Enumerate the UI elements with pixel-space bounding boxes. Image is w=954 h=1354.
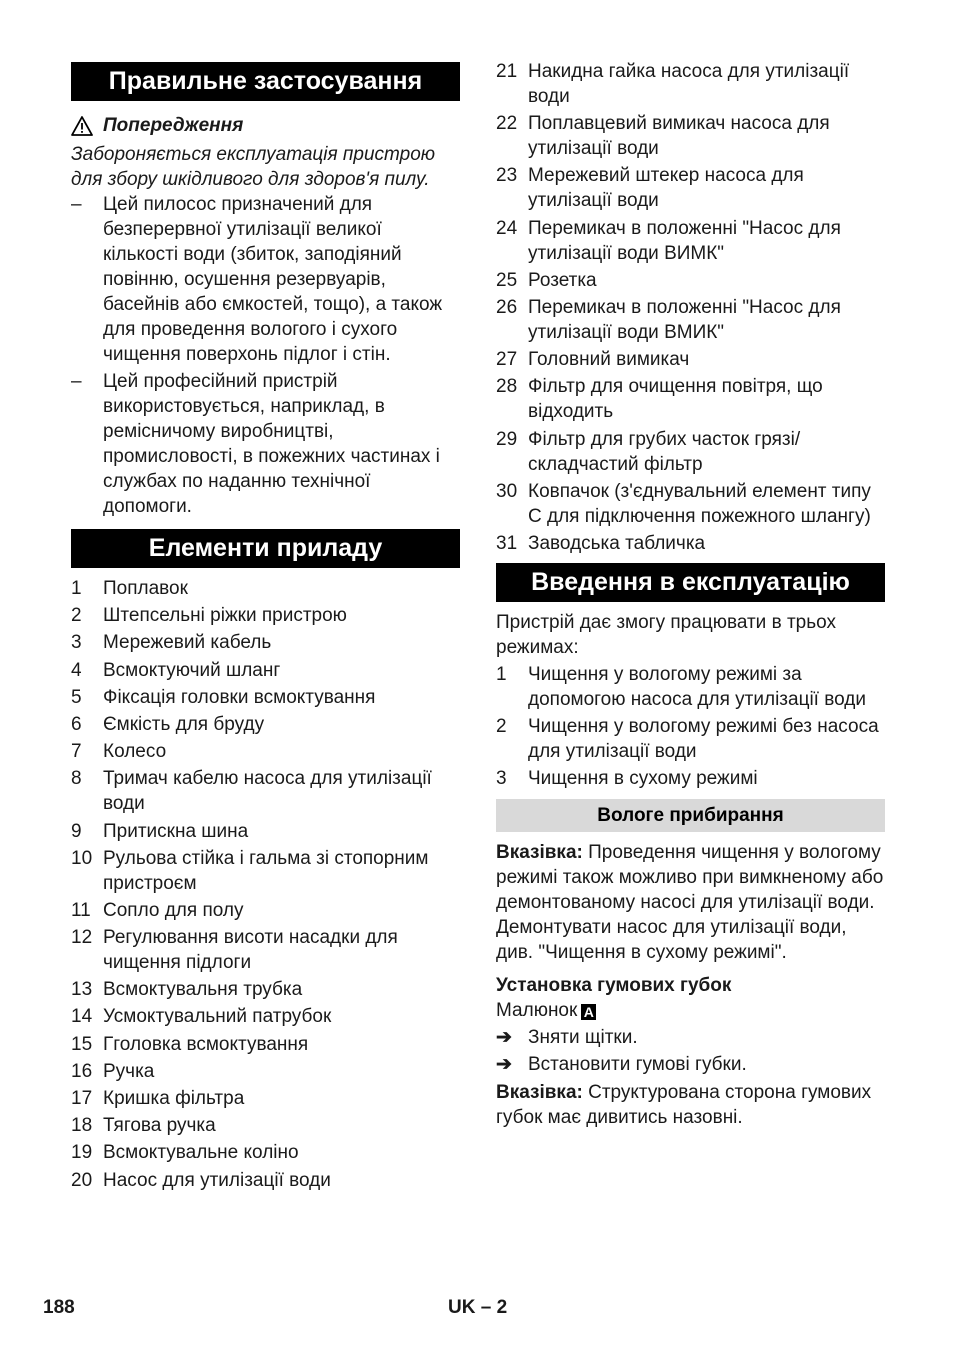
item-text: Поплавцевий вимикач насоса для утилізації води — [528, 113, 830, 160]
item-text: Штепсельні ріжки пристрою — [103, 605, 347, 627]
heading-proper-use: Правильне застосування — [71, 62, 460, 101]
item-number: 8 — [71, 768, 82, 790]
list-item — [71, 1140, 460, 1165]
list-item — [496, 268, 885, 293]
list-item — [496, 59, 885, 109]
item-text: Поплавок — [103, 578, 188, 599]
heading-startup: Введення в експлуатацію — [496, 563, 885, 602]
item-text: Перемикач в положенні "Насос для утилізації води ВМИК" — [528, 296, 841, 343]
elements-list-left — [71, 576, 460, 1193]
item-text: Колесо — [103, 741, 167, 763]
item-text: Заводська табличка — [528, 532, 706, 554]
page-number: 188 — [43, 1297, 75, 1318]
item-text: Регулювання висоти насадки для чищення підлоги — [103, 927, 398, 974]
step-text: Встановити гумові губки. — [528, 1054, 747, 1076]
left-column — [71, 62, 460, 1193]
list-item — [71, 1032, 460, 1057]
install-title: Установка гумових губок — [496, 975, 732, 997]
usage-item-text: Цей пилосос призначений для безперервної утилізації великої кількості води (збиток, заподіяний повінню, осушення резервуарів, басейнів або ємкостей, тощо), а також для проведення вологого і сухого чищення поверхонь підлог і стін. — [103, 194, 443, 365]
item-text: Чищення у вологому режимі без насоса для утилізації води — [528, 716, 879, 763]
item-text: Фільтр для очищення повітря, що відходить — [528, 376, 823, 423]
list-item — [496, 163, 885, 213]
modes-list — [496, 662, 885, 791]
item-text: Всмоктуючий шланг — [103, 659, 281, 681]
list-item — [71, 576, 460, 601]
item-number: 25 — [496, 269, 518, 291]
item-text: Мережевий штекер насоса для утилізації води — [528, 165, 804, 212]
item-number: 27 — [496, 349, 518, 371]
usage-item — [71, 369, 460, 519]
note-text: Структурована сторона гумових губок має дивитись назовні. — [496, 1082, 872, 1129]
warning-title-text: Попередження — [103, 115, 244, 136]
item-text: Всмоктувальне коліно — [103, 1142, 299, 1164]
startup-intro: Пристрій дає змогу працювати в трьох режимах: — [496, 611, 836, 658]
dash-marker: – — [71, 194, 82, 215]
item-text: Ємкість для бруду — [103, 713, 265, 735]
item-number: 3 — [496, 768, 507, 790]
item-text: Гголовка всмоктування — [103, 1033, 309, 1055]
item-text: Кришка фільтра — [103, 1088, 245, 1109]
list-item — [71, 1168, 460, 1193]
list-item — [71, 819, 460, 844]
elements-list-right — [496, 59, 885, 556]
note-text: Проведення чищення у вологому режимі також можливо при вимкненому або демонтованому насосі для утилізації води. Демонтувати насос для утилізації води, див. "Чищення в сухому режимі". — [496, 842, 884, 964]
item-text: Рульова стійка і гальма зі стопорним пристроєм — [103, 847, 429, 894]
list-item — [496, 111, 885, 161]
list-item — [496, 374, 885, 424]
usage-item-text: Цей професійний пристрій використовується, наприклад, в ремісничому виробництві, промисловості, в пожежних частинах і службах по наданню технічної допомоги. — [103, 371, 440, 517]
list-item — [496, 479, 885, 529]
item-text: Мережевий кабель — [103, 632, 272, 654]
item-number: 9 — [71, 820, 82, 842]
list-item — [71, 603, 460, 628]
item-number: 4 — [71, 659, 82, 681]
list-item — [71, 977, 460, 1002]
item-text: Всмоктувальня трубка — [103, 979, 303, 1001]
item-number: 17 — [71, 1088, 93, 1109]
item-number: 3 — [71, 632, 82, 654]
item-text: Фіксація головки всмоктування — [103, 686, 376, 708]
item-number: 7 — [71, 741, 82, 763]
item-text: Розетка — [528, 269, 597, 291]
list-item — [496, 766, 885, 791]
list-item — [71, 1086, 460, 1111]
step-item — [496, 1025, 885, 1050]
list-item — [71, 630, 460, 655]
list-item — [496, 714, 885, 764]
item-text: Тягова ручка — [103, 1115, 216, 1137]
list-item — [71, 739, 460, 764]
list-item — [71, 658, 460, 683]
item-text: Чищення в сухому режимі — [528, 768, 758, 790]
arrow-right-icon: ➔ — [496, 1054, 512, 1076]
item-text: Чищення у вологому режимі за допомогою насоса для утилізації води — [528, 664, 866, 711]
list-item — [71, 1113, 460, 1138]
item-number: 5 — [71, 686, 82, 708]
item-number: 2 — [71, 605, 82, 627]
dash-marker: – — [71, 371, 82, 392]
figure-badge: A — [581, 1004, 596, 1020]
list-item — [71, 1059, 460, 1084]
list-item — [71, 766, 460, 816]
usage-item — [71, 192, 460, 367]
list-item — [71, 898, 460, 923]
list-item — [496, 662, 885, 712]
warning-triangle-icon — [71, 116, 93, 136]
warning-title — [71, 113, 460, 138]
subheading-wet-cleaning: Вологе прибирання — [496, 799, 885, 832]
item-number: 30 — [496, 480, 518, 502]
arrow-right-icon: ➔ — [496, 1027, 512, 1049]
item-number: 18 — [71, 1115, 93, 1137]
item-number: 29 — [496, 428, 518, 450]
heading-device-elements: Елементи приладу — [71, 529, 460, 568]
item-number: 19 — [71, 1142, 93, 1164]
item-number: 16 — [71, 1060, 93, 1082]
item-text: Притискна шина — [103, 820, 249, 842]
item-text: Головний вимикач — [528, 349, 690, 371]
note-label: Вказівка: — [496, 1082, 583, 1104]
figure-label: Малюнок — [496, 1000, 578, 1022]
note-label: Вказівка: — [496, 842, 583, 864]
item-number: 15 — [71, 1033, 93, 1055]
item-number: 6 — [71, 713, 82, 735]
list-item — [496, 531, 885, 556]
warning-text: Забороняється експлуатація пристрою для збору шкідливого для здоров'я пилу. — [71, 144, 436, 190]
item-number: 28 — [496, 376, 518, 398]
item-number: 1 — [496, 664, 507, 686]
item-number: 24 — [496, 217, 518, 239]
item-text: Тримач кабелю насоса для утилізації води — [103, 768, 432, 815]
item-number: 21 — [496, 61, 518, 82]
item-number: 20 — [71, 1169, 93, 1191]
item-number: 13 — [71, 979, 93, 1001]
list-item — [496, 427, 885, 477]
right-column — [496, 59, 885, 1130]
list-item — [496, 347, 885, 372]
item-number: 11 — [71, 899, 91, 921]
step-item — [496, 1052, 885, 1077]
item-number: 23 — [496, 165, 518, 187]
list-item — [71, 846, 460, 896]
item-text: Перемикач в положенні "Насос для утилізації води ВИМК" — [528, 217, 841, 264]
list-item — [71, 925, 460, 975]
item-text: Насос для утилізації води — [103, 1169, 331, 1191]
figure-reference — [496, 998, 885, 1023]
item-number: 10 — [71, 847, 93, 869]
item-text: Ковпачок (з'єднувальний елемент типу С для підключення пожежного шлангу) — [528, 480, 871, 527]
item-number: 14 — [71, 1006, 93, 1028]
item-number: 1 — [71, 578, 82, 599]
item-number: 26 — [496, 296, 518, 318]
item-text: Накидна гайка насоса для утилізації води — [528, 61, 850, 107]
list-item — [496, 295, 885, 345]
list-item — [496, 216, 885, 266]
list-item — [71, 685, 460, 710]
item-text: Ручка — [103, 1060, 155, 1082]
note-paragraph — [496, 840, 885, 965]
item-text: Сопло для полу — [103, 899, 244, 921]
item-number: 2 — [496, 716, 507, 738]
item-number: 31 — [496, 532, 518, 554]
item-number: 12 — [71, 927, 93, 949]
item-text: Фільтр для грубих часток грязі/ складчастий фільтр — [528, 428, 801, 475]
item-number: 22 — [496, 113, 518, 135]
item-text: Усмоктувальний патрубок — [103, 1006, 332, 1028]
language-page-label: UK – 2 — [448, 1297, 508, 1318]
step-text: Зняти щітки. — [528, 1027, 638, 1049]
note-paragraph — [496, 1080, 885, 1130]
list-item — [71, 712, 460, 737]
list-item — [71, 1004, 460, 1029]
